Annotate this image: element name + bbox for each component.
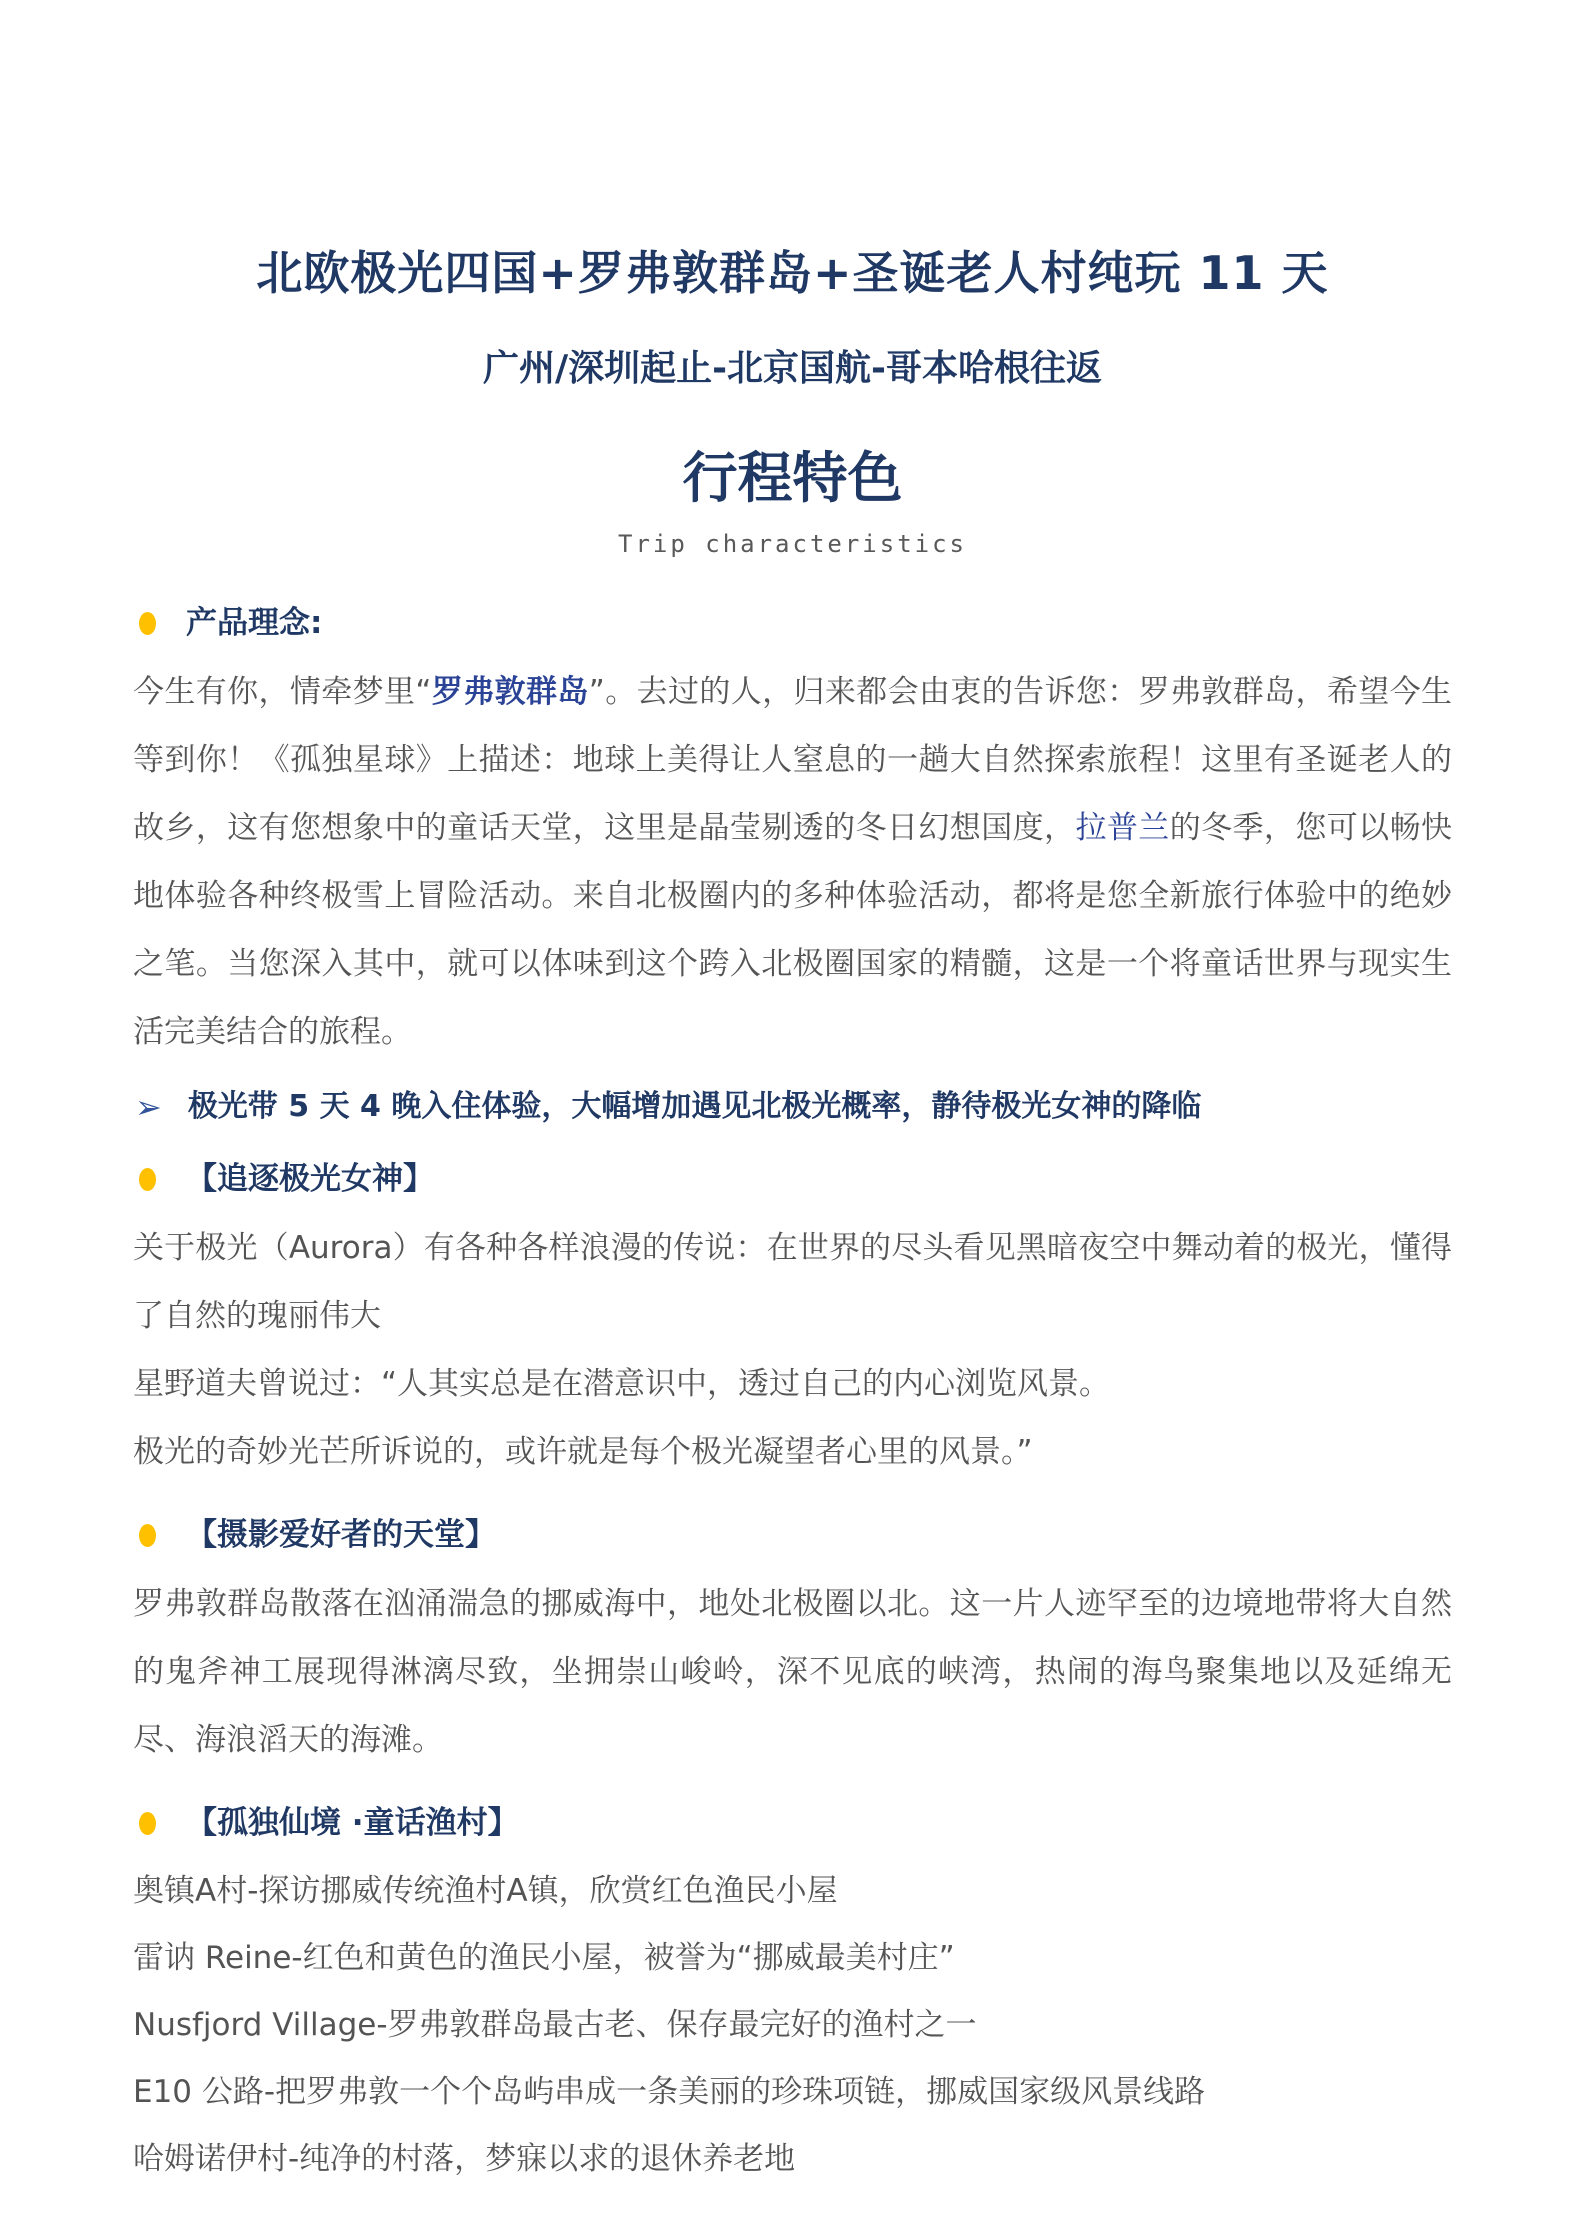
paragraph-text: 极光的奇妙光芒所诉说的，或许就是每个极光凝望者心里的风景。” bbox=[133, 1434, 1033, 1471]
feature-line: 哈姆诺伊村-纯净的村落，梦寐以求的退休养老地 bbox=[133, 2141, 796, 2178]
paragraph-text: 罗弗敦群岛散落在汹涌湍急的挪威海中，地处北极圈以北。这一片人迹罕至的边境地带将大自然的鬼斧神工展现得淋漓尽致，坐拥崇山峻岭，深不见底的峡湾，热闹的海鸟聚集地以及延绵无尽、海浪滔天的海滩。 bbox=[133, 1586, 1452, 1759]
section-heading-label: 【孤独仙境 ·童话渔村】 bbox=[186, 1805, 519, 1842]
paragraph-text: 拉普兰 bbox=[1075, 810, 1170, 847]
feature-line: Nusfjord Village-罗弗敦群岛最古老、保存最完好的渔村之一 bbox=[133, 2007, 977, 2044]
doc-title: 北欧极光四国+罗弗敦群岛+圣诞老人村纯玩 11 天 bbox=[256, 246, 1329, 300]
yellow-dot-icon bbox=[139, 1168, 156, 1191]
paragraph-text: 罗弗敦群岛 bbox=[431, 674, 589, 711]
arrow-heading-label: 极光带 5 天 4 晚入住体验，大幅增加遇见北极光概率，静待极光女神的降临 bbox=[187, 1089, 1202, 1125]
body-paragraph bbox=[133, 1418, 1452, 1486]
paragraph-text: 今生有你，情牵梦里“ bbox=[133, 674, 432, 711]
doc-subtitle: 广州/深圳起止-北京国航-哥本哈根往返 bbox=[482, 347, 1103, 389]
arrow-bullet-icon: ➢ bbox=[135, 1088, 162, 1127]
bullet-heading bbox=[139, 1156, 1452, 1202]
feature-section-title: 行程特色 bbox=[682, 445, 903, 510]
feature-line-list bbox=[133, 1858, 1452, 2193]
yellow-dot-icon bbox=[139, 1812, 156, 1835]
bullet-heading bbox=[139, 1800, 1452, 1846]
paragraph-text: 星野道夫曾说过：“人其实总是在潜意识中，透过自己的内心浏览风景。 bbox=[133, 1366, 1111, 1403]
feature-line: 奥镇A村-探访挪威传统渔村A镇，欣赏红色渔民小屋 bbox=[133, 1873, 838, 1910]
arrow-heading bbox=[135, 1084, 1452, 1130]
paragraph-text: 关于极光（Aurora）有各种各样浪漫的传说：在世界的尽头看见黑暗夜空中舞动着的极光，懂得了自然的瑰丽伟大 bbox=[133, 1230, 1452, 1335]
body-paragraph bbox=[133, 658, 1452, 1066]
body-paragraph bbox=[133, 1570, 1452, 1774]
feature-line: E10 公路-把罗弗敦一个个岛屿串成一条美丽的珍珠项链，挪威国家级风景线路 bbox=[133, 2074, 1206, 2111]
bullet-heading bbox=[139, 1512, 1452, 1558]
feature-line: 雷讷 Reine-红色和黄色的渔民小屋，被誉为“挪威最美村庄” bbox=[133, 1940, 955, 1977]
section-heading-label: 产品理念: bbox=[186, 605, 323, 642]
body-paragraph bbox=[133, 1214, 1452, 1350]
section-heading-label: 【摄影爱好者的天堂】 bbox=[186, 1517, 496, 1554]
yellow-dot-icon bbox=[139, 612, 156, 635]
yellow-dot-icon bbox=[139, 1524, 156, 1547]
paragraph-text: 的冬季，您可以畅快地体验各种终极雪上冒险活动。来自北极圈内的多种体验活动，都将是您全新旅行体验中的绝妙之笔。当您深入其中，就可以体味到这个跨入北极圈国家的精髓，这是一个将童话世界与现实生活完美结合的旅程。 bbox=[133, 810, 1453, 1051]
section-heading-label: 【追逐极光女神】 bbox=[186, 1161, 434, 1198]
bullet-heading bbox=[139, 600, 1452, 646]
content-sections bbox=[133, 600, 1452, 2193]
paragraph-text: ”。去过的人，归来都会由衷的告诉您：罗弗敦群岛，希望今生等到你！《孤独星球》上描述：地球上美得让人窒息的一趟大自然探索旅程！这里有圣诞老人的故乡，这有您想象中的童话天堂，这里是晶莹剔透的冬日幻想国度， bbox=[133, 674, 1453, 847]
feature-section-subtitle-en: Trip characteristics bbox=[618, 530, 967, 559]
body-paragraph bbox=[133, 1350, 1452, 1418]
